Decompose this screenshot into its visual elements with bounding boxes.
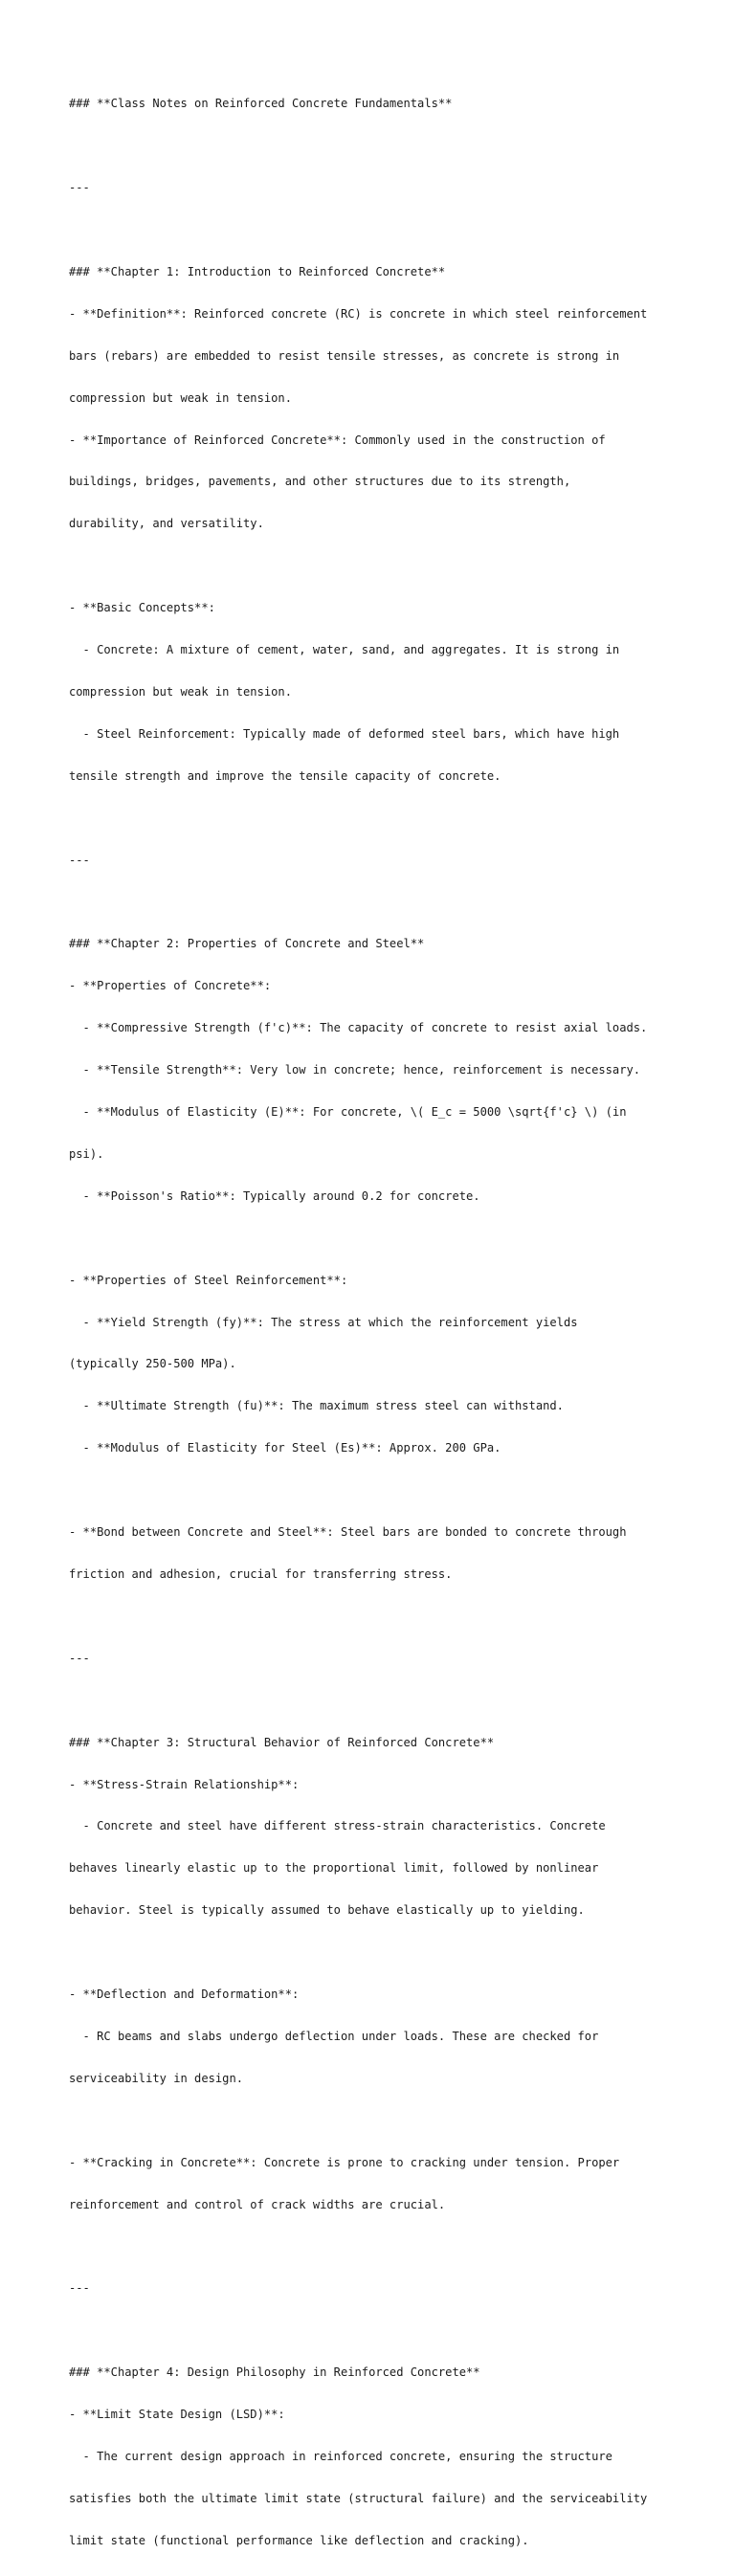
blank-line [69, 559, 647, 573]
blank-line [69, 2240, 647, 2254]
text-line: - **Properties of Concrete**: [69, 979, 272, 993]
text-line: - **Importance of Reinforced Concrete**: Commonly used in the construction of [69, 433, 606, 447]
blank-line [69, 1694, 647, 1708]
text-line: - **Deflection and Deformation**: [69, 1988, 300, 2002]
text-line: - **Modulus of Elasticity for Steel (Es)**: Approx. 200 GPa. [69, 1441, 501, 1455]
text-line: behaves linearly elastic up to the proportional limit, followed by nonlinear [69, 1861, 599, 1876]
blank-line [69, 1945, 647, 1960]
doc-title: ### **Class Notes on Reinforced Concrete Fundamentals** [69, 97, 453, 111]
section-divider: --- [69, 181, 90, 195]
text-line: (typically 250-500 MPa). [69, 1357, 236, 1371]
section-divider: --- [69, 1651, 90, 1665]
text-line: - **Poisson's Ratio**: Typically around 0.2 for concrete. [69, 1188, 480, 1203]
section-divider: --- [69, 2281, 90, 2296]
text-line: friction and adhesion, crucial for transferring stress. [69, 1567, 453, 1581]
text-line: - **Modulus of Elasticity (E)**: For concrete, \( E_c = 5000 \sqrt{f'c} \) (in [69, 1105, 627, 1120]
chapter-3-heading: ### **Chapter 3: Structural Behavior of Reinforced Concrete** [69, 1735, 495, 1749]
blank-line [69, 2114, 647, 2128]
text-line: bars (rebars) are embedded to resist tensile stresses, as concrete is strong in [69, 348, 620, 363]
text-line: - Steel Reinforcement: Typically made of deformed steel bars, which have high [69, 726, 620, 741]
text-line: psi). [69, 1146, 104, 1161]
text-line: - **Bond between Concrete and Steel**: Steel bars are bonded to concrete through [69, 1525, 627, 1540]
text-line: serviceability in design. [69, 2071, 244, 2085]
text-line: - **Cracking in Concrete**: Concrete is prone to cracking under tension. Proper [69, 2155, 620, 2169]
text-line: - The current design approach in reinforced concrete, ensuring the structure [69, 2450, 612, 2464]
text-line: - **Ultimate Strength (fu)**: The maximum stress steel can withstand. [69, 1399, 564, 1413]
chapter-4-heading: ### **Chapter 4: Design Philosophy in Reinforced Concrete** [69, 2365, 480, 2380]
text-line: - **Basic Concepts**: [69, 601, 215, 615]
blank-line [69, 139, 647, 153]
text-line: - Concrete and steel have different stress-strain characteristics. Concrete [69, 1819, 606, 1833]
chapter-2-heading: ### **Chapter 2: Properties of Concrete and Steel** [69, 937, 425, 951]
text-line: - **Yield Strength (fy)**: The stress at which the reinforcement yields [69, 1315, 578, 1329]
chapter-1-heading: ### **Chapter 1: Introduction to Reinforced Concrete** [69, 264, 446, 278]
text-line: - **Tensile Strength**: Very low in concrete; hence, reinforcement is necessary. [69, 1063, 641, 1077]
text-line: satisfies both the ultimate limit state (structural failure) and the serviceability [69, 2491, 648, 2505]
text-line: buildings, bridges, pavements, and other structures due to its strength, [69, 475, 571, 489]
text-line: - **Definition**: Reinforced concrete (RC) is concrete in which steel reinforcement [69, 306, 648, 321]
blank-line [69, 811, 647, 826]
section-divider: --- [69, 853, 90, 867]
blank-line [69, 223, 647, 237]
text-line: - **Stress-Strain Relationship**: [69, 1777, 300, 1791]
text-line: compression but weak in tension. [69, 684, 292, 699]
text-line: tensile strength and improve the tensile capacity of concrete. [69, 768, 501, 783]
text-line: - **Properties of Steel Reinforcement**: [69, 1273, 348, 1287]
text-line: - Concrete: A mixture of cement, water, sand, and aggregates. It is strong in [69, 643, 620, 657]
document-text [69, 69, 647, 2576]
blank-line [69, 1232, 647, 1246]
text-line: - **Compressive Strength (f'c)**: The capacity of concrete to resist axial loads. [69, 1021, 648, 1035]
text-line: - RC beams and slabs undergo deflection under loads. These are checked for [69, 2029, 599, 2043]
text-line: durability, and versatility. [69, 517, 264, 531]
text-line: limit state (functional performance like deflection and cracking). [69, 2533, 529, 2547]
blank-line [69, 2323, 647, 2338]
text-line: reinforcement and control of crack widths are crucial. [69, 2197, 446, 2211]
text-line: behavior. Steel is typically assumed to behave elastically up to yielding. [69, 1903, 585, 1918]
text-line: - **Limit State Design (LSD)**: [69, 2408, 285, 2422]
blank-line [69, 1483, 647, 1498]
text-line: compression but weak in tension. [69, 390, 292, 405]
blank-line [69, 896, 647, 910]
blank-line [69, 1610, 647, 1624]
